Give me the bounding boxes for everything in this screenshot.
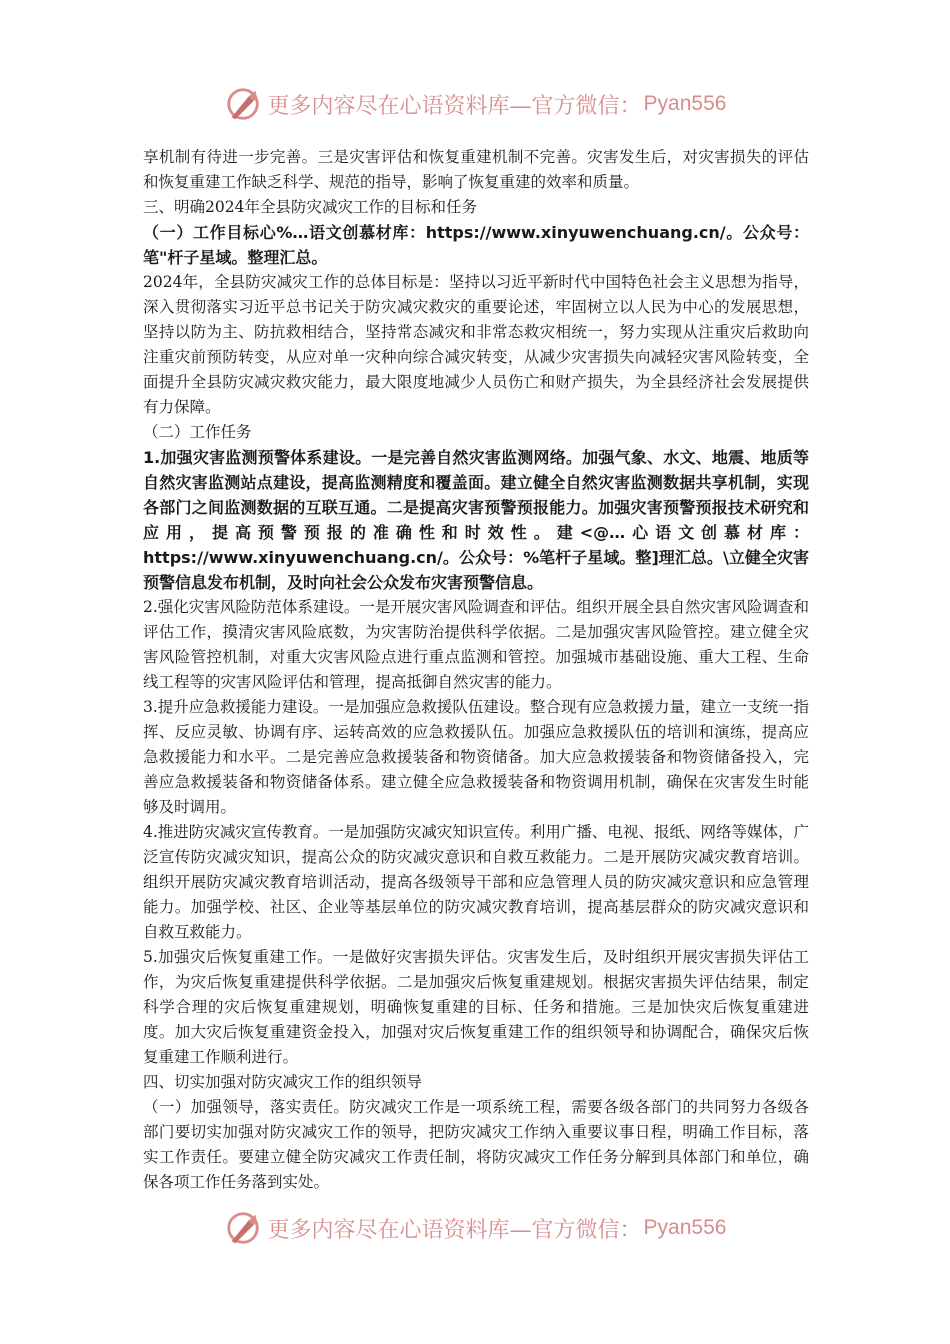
- paragraph: 1.加强灾害监测预警体系建设。一是完善自然灾害监测网络。加强气象、水文、地震、地质等自然灾害监测站点建设，提高监测精度和覆盖面。建立健全自然灾害监测数据共享机制，实现各部门之间监测数据的互联互通。二是提高灾害预警预报能力。加强灾害预警预报技术研究和应用，提高预警预报的准确性和时效性。建<@…心语文创慕材库：https://www.xinyuwenchuang.cn/。公众号：%笔杆子星域。整]理汇总。\立健全灾害预警信息发布机制，及时向社会公众发布灾害预警信息。: [143, 448, 809, 592]
- watermark-handle: Pyan556: [643, 92, 727, 115]
- watermark-banner-bottom: [0, 1206, 950, 1250]
- paragraph: （一）工作目标心%…语文创慕材库：https://www.xinyuwenchuang.cn/。公众号：笔"杆子星域。整理汇总。: [143, 223, 809, 267]
- paragraph: 3.提升应急救援能力建设。一是加强应急救援队伍建设。整合现有应急救援力量，建立一支统一指挥、反应灵敏、协调有序、运转高效的应急救援队伍。加强应急救援队伍的培训和演练，提高应急救援能力和水平。二是完善应急救援装备和物资储备。加大应急救援装备和物资储备投入，完善应急救援装备和物资储备体系。建立健全应急救援装备和物资调用机制，确保在灾害发生时能够及时调用。: [143, 698, 809, 816]
- paragraph: 2024年，全县防灾减灾工作的总体目标是：坚持以习近平新时代中国特色社会主义思想为指导，深入贯彻落实习近平总书记关于防灾减灾救灾的重要论述，牢固树立以人民为中心的发展思想，坚持以防为主、防抗救相结合，坚持常态减灾和非常态救灾相统一，努力实现从注重灾后救助向注重灾前预防转变，从应对单一灾种向综合减灾转变，从减少灾害损失向减轻灾害风险转变，全面提升全县防灾减灾救灾能力，最大限度地减少人员伤亡和财产损失，为全县经济社会发展提供有力保障。: [143, 273, 809, 416]
- watermark-text: 更多内容尽在心语资料库—官方微信：: [267, 1217, 642, 1243]
- paragraph: 三、明确2024年全县防灾减灾工作的目标和任务: [143, 198, 477, 216]
- watermark-text: 更多内容尽在心语资料库—官方微信：: [267, 93, 642, 119]
- paragraph: 享机制有待进一步完善。三是灾害评估和恢复重建机制不完善。灾害发生后，对灾害损失的评估和恢复重建工作缺乏科学、规范的指导，影响了恢复重建的效率和质量。: [143, 148, 809, 191]
- pen-nib-logo-icon: [224, 85, 262, 123]
- document-body: [143, 145, 809, 1195]
- paragraph: （二）工作任务: [143, 423, 252, 441]
- paragraph: 四、切实加强对防灾减灾工作的组织领导: [143, 1073, 423, 1091]
- pen-nib-logo-icon: [224, 1209, 262, 1247]
- watermark-banner-top: [0, 82, 950, 126]
- paragraph: （一）加强领导，落实责任。防灾减灾工作是一项系统工程，需要各级各部门的共同努力各级各部门要切实加强对防灾减灾工作的领导，把防灾减灾工作纳入重要议事日程，明确工作目标，落实工作责任。要建立健全防灾减灾工作责任制，将防灾减灾工作任务分解到具体部门和单位，确保各项工作任务落到实处。: [143, 1098, 809, 1191]
- watermark-handle: Pyan556: [643, 1216, 727, 1239]
- paragraph: 4.推进防灾减灾宣传教育。一是加强防灾减灾知识宣传。利用广播、电视、报纸、网络等媒体，广泛宣传防灾减灾知识，提高公众的防灾减灾意识和自救互救能力。二是开展防灾减灾教育培训。组织开展防灾减灾教育培训活动，提高各级领导干部和应急管理人员的防灾减灾意识和应急管理能力。加强学校、社区、企业等基层单位的防灾减灾教育培训，提高基层群众的防灾减灾意识和自救互救能力。: [143, 823, 809, 941]
- paragraph: 5.加强灾后恢复重建工作。一是做好灾害损失评估。灾害发生后，及时组织开展灾害损失评估工作，为灾后恢复重建提供科学依据。二是加强灾后恢复重建规划。根据灾害损失评估结果，制定科学合理的灾后恢复重建规划，明确恢复重建的目标、任务和措施。三是加快灾后恢复重建进度。加大灾后恢复重建资金投入，加强对灾后恢复重建工作的组织领导和协调配合，确保灾后恢复重建工作顺利进行。: [143, 948, 809, 1066]
- paragraph: 2.强化灾害风险防范体系建设。一是开展灾害风险调查和评估。组织开展全县自然灾害风险调查和评估工作，摸清灾害风险底数，为灾害防治提供科学依据。二是加强灾害风险管控。建立健全灾害风险管控机制，对重大灾害风险点进行重点监测和管控。加强城市基础设施、重大工程、生命线工程等的灾害风险评估和管理，提高抵御自然灾害的能力。: [143, 598, 809, 691]
